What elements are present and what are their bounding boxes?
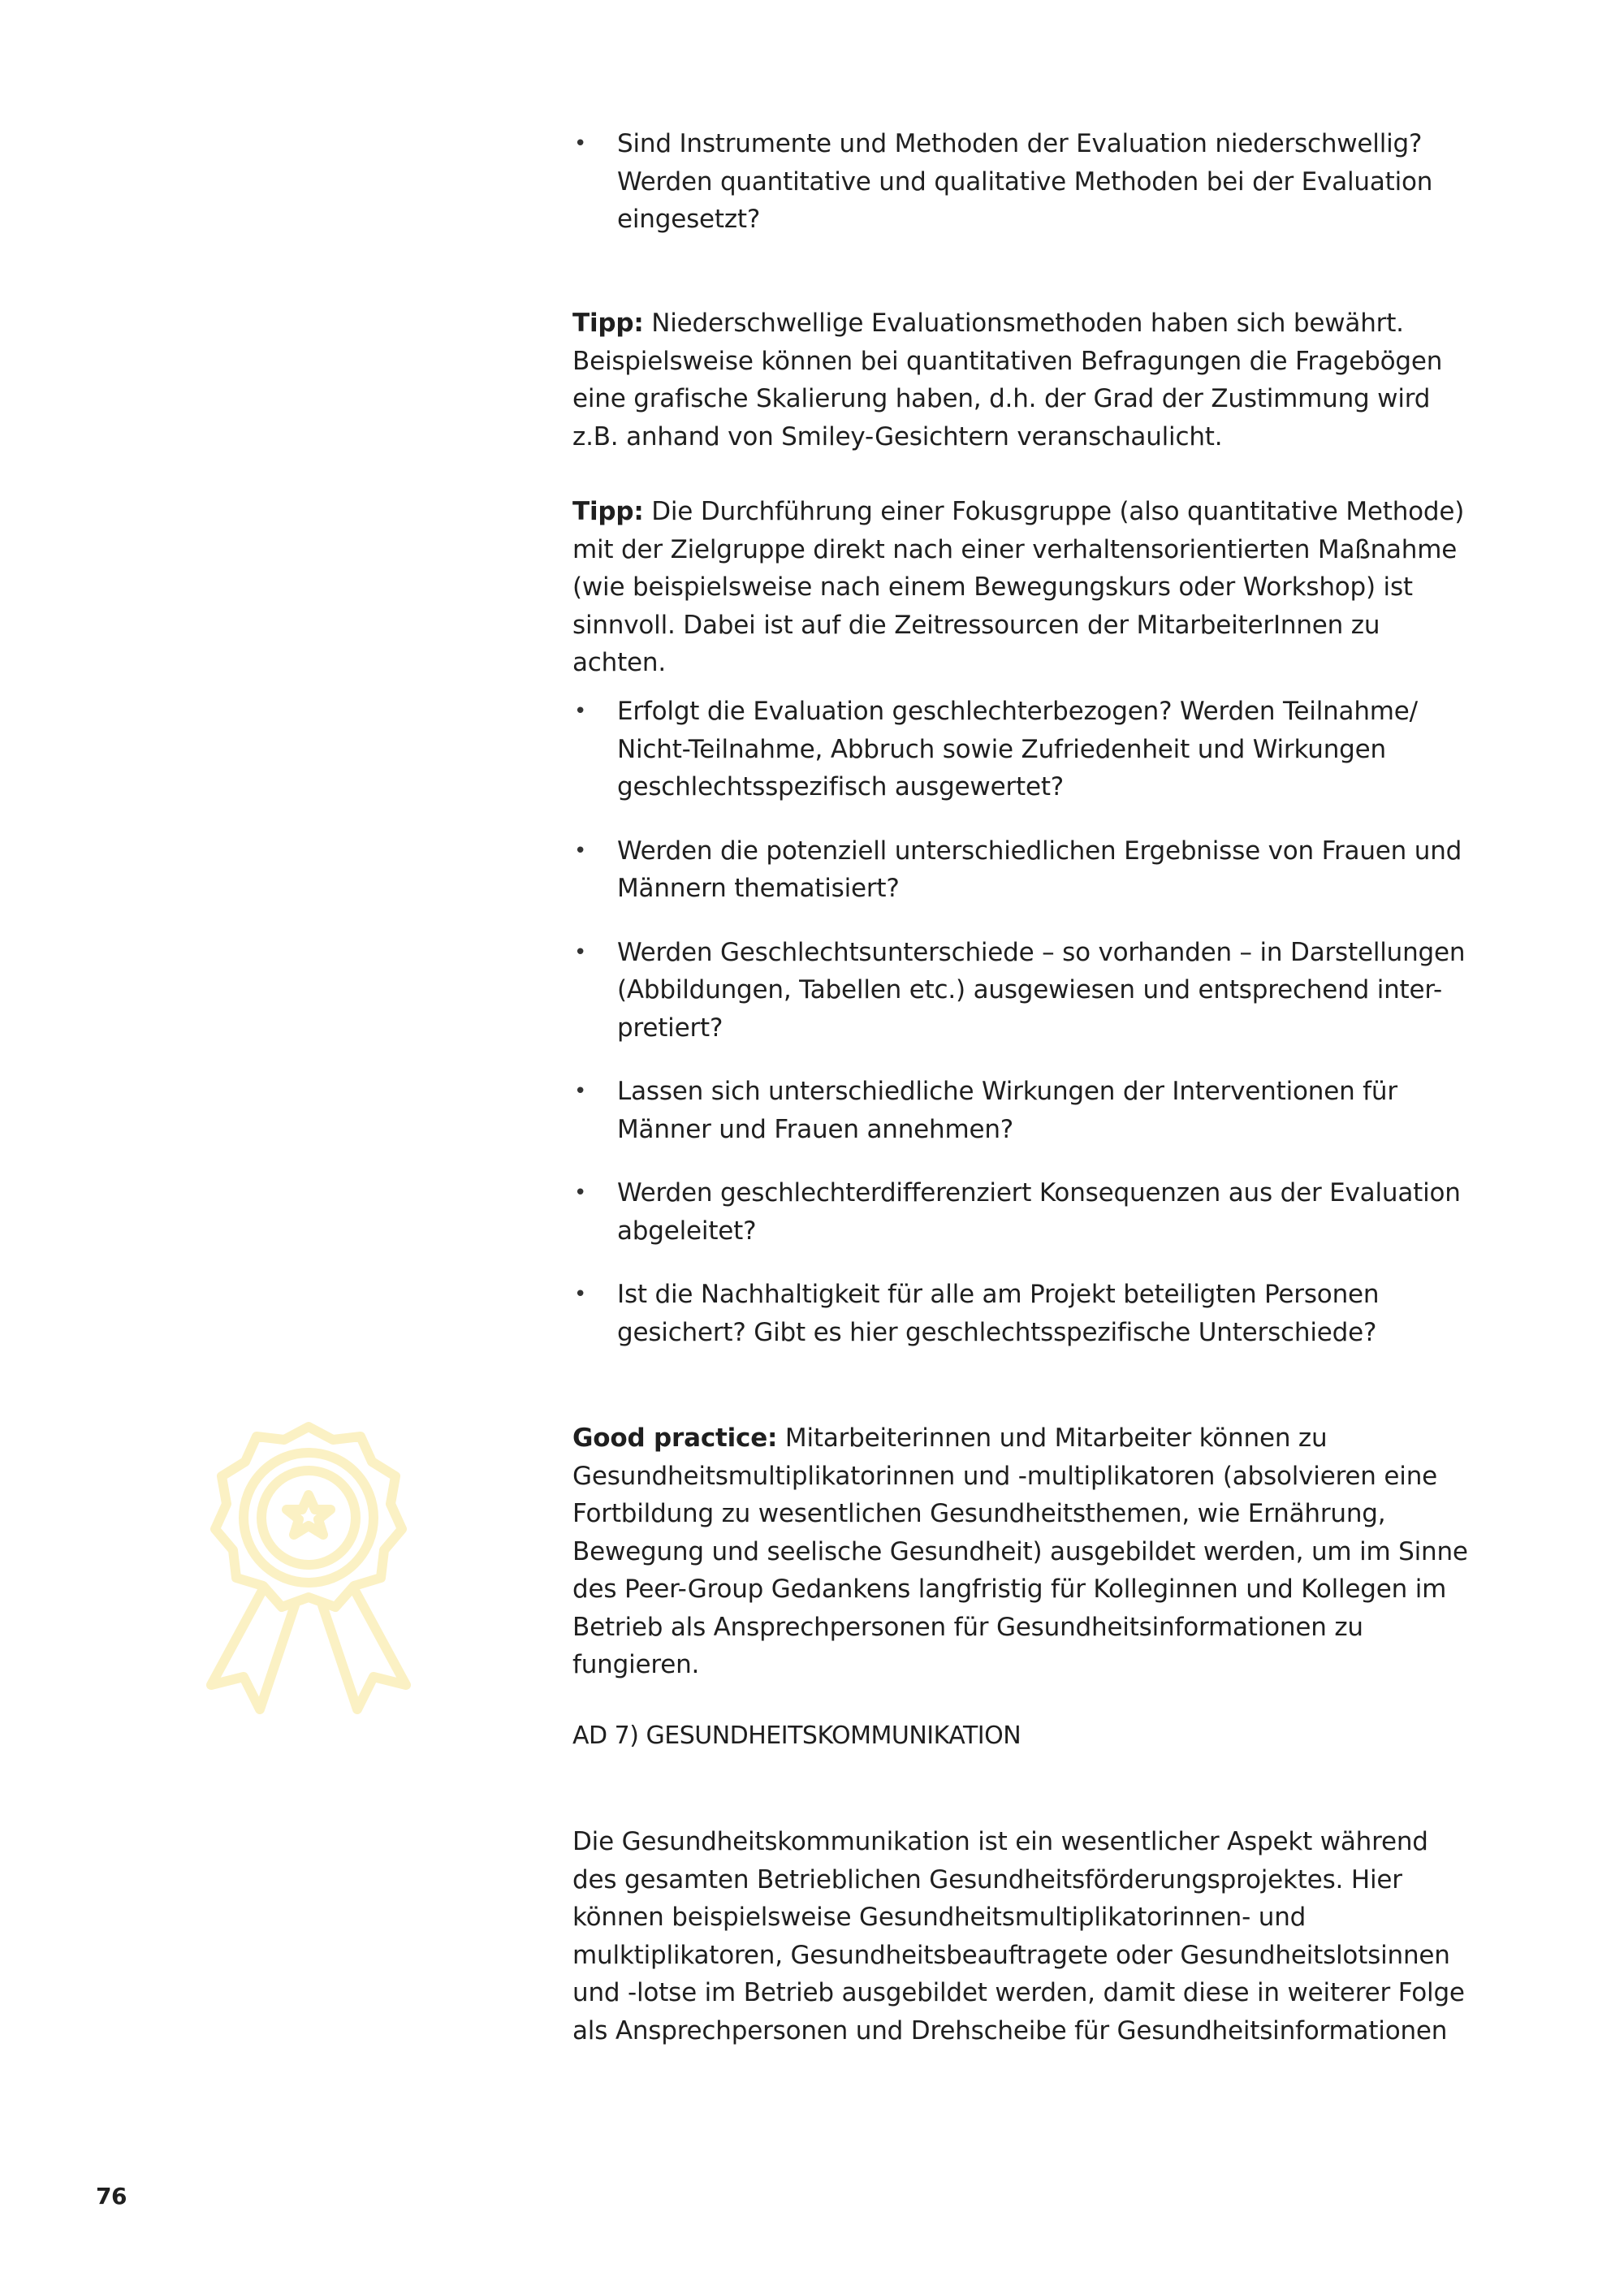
list-item: • Werden die potenziell unterschiedlichen Ergebnisse von Frauen und Männern thematisiert? bbox=[572, 832, 1478, 908]
tip-label: Tipp: bbox=[572, 497, 644, 526]
top-bullet-section bbox=[572, 125, 1478, 239]
list-item: • Ist die Nachhaltigkeit für alle am Projekt beteiligten Personen gesichert? Gibt es hier geschlechtsspezifische Unterschiede? bbox=[572, 1276, 1478, 1351]
list-item: • Werden geschlechterdifferenziert Konsequenzen aus der Evaluation abgeleitet? bbox=[572, 1174, 1478, 1250]
good-practice-paragraph bbox=[572, 1419, 1478, 1684]
body-text: Die Gesundheitskommunikation ist ein wesentlicher Aspekt während des gesamten Betrieblichen Gesundheitsförderungsprojektes. Hier können beispielsweise Gesundheitsmultiplikatorinnen- und mulktiplikatoren, Gesundheitsbeauftragete oder Gesundheitslotsinnen und -lotse im Betrieb ausgebildet werden, damit diese in weiterer Folge als Ansprechpersonen und Drehscheibe für Gesundheitsinformationen bbox=[572, 1827, 1465, 2046]
good-practice-label: Good practice: bbox=[572, 1423, 778, 1453]
good-practice-text: Mitarbeiterinnen und Mitarbeiter können zu Gesundheitsmultiplikatorinnen und -multiplikatoren (absolvieren eine Fortbildung zu wesentlichen Gesundheitsthemen, wie Ernährung, Bewegung und seelische Gesundheit) ausgebildet werden, um im Sinne des Peer-Group Gedankens langfristig für Kolleginnen und Kollegen im Betrieb als Ansprechpersonen für Gesundheitsinformationen zu fungieren. bbox=[572, 1423, 1468, 1679]
tip-label: Tipp: bbox=[572, 309, 644, 338]
bullet-list-top bbox=[572, 125, 1478, 239]
main-bullet-section bbox=[572, 693, 1478, 1351]
good-practice-section bbox=[572, 1419, 1478, 1684]
award-rosette-icon bbox=[199, 1417, 418, 1726]
list-item: • Sind Instrumente und Methoden der Evaluation niederschwellig? Werden quantitative und qualitative Methoden bei der Evaluation eingesetzt? bbox=[572, 125, 1478, 239]
body-paragraph bbox=[572, 1823, 1478, 2050]
tip-text: Die Durchführung einer Fokusgruppe (also quantitative Methode) mit der Zielgruppe direkt nach einer verhaltensorientierten Maßnahme (wie beispielsweise nach einem Bewegungskurs oder Workshop) ist sinnvoll. Dabei ist auf die Zeitressourcen der MitarbeiterInnen zu achten. bbox=[572, 497, 1465, 677]
tips-section bbox=[572, 305, 1478, 682]
section-heading: AD 7) GESUNDHEITSKOMMUNIKATION bbox=[572, 1722, 1021, 1750]
list-item: • Lassen sich unterschiedliche Wirkungen der Interventionen für Männer und Frauen annehmen? bbox=[572, 1073, 1478, 1148]
tip-paragraph-1 bbox=[572, 305, 1478, 456]
list-item: • Werden Geschlechtsunterschiede – so vorhanden – in Darstellungen (Abbildungen, Tabellen etc.) ausgewiesen und entsprechend inter- pretiert? bbox=[572, 934, 1478, 1048]
bullet-list-main bbox=[572, 693, 1478, 1351]
page-number: 76 bbox=[96, 2183, 127, 2210]
list-item: • Erfolgt die Evaluation geschlechterbezogen? Werden Teilnahme/ Nicht-Teilnahme, Abbruch sowie Zufriedenheit und Wirkungen geschlechtsspezifisch ausgewertet? bbox=[572, 693, 1478, 806]
tip-text: Niederschwellige Evaluationsmethoden haben sich bewährt. Beispielsweise können bei quantitativen Befragungen die Fragebögen eine grafische Skalierung haben, d.h. der Grad der Zustimmung wird z.B. anhand von Smiley-Gesichtern veranschaulicht. bbox=[572, 309, 1443, 451]
tip-paragraph-2 bbox=[572, 493, 1478, 682]
